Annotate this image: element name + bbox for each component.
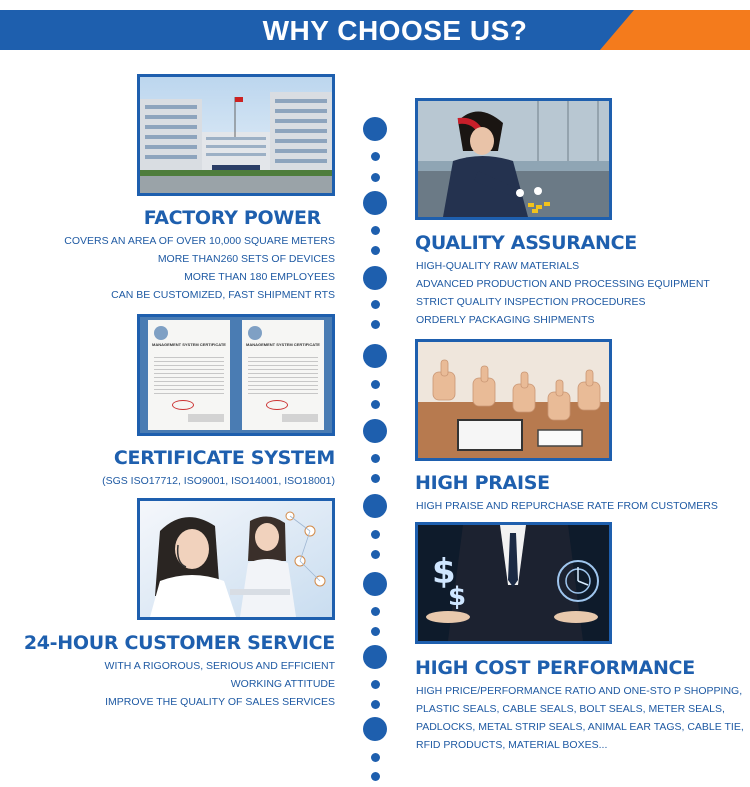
cost-performance-line: PLASTIC SEALS, CABLE SEALS, BOLT SEALS, METER SEALS, [416, 703, 725, 715]
praise-line: HIGH PRAISE AND REPURCHASE RATE FROM CUSTOMERS [416, 500, 718, 512]
quality-assurance-heading: QUALITY ASSURANCE [415, 232, 637, 254]
timeline-big-dot [363, 717, 387, 741]
svg-text:$: $ [448, 582, 467, 612]
factory-building-illustration [140, 77, 332, 193]
factory-power-heading: FACTORY POWER [143, 207, 321, 229]
high-praise-heading: HIGH PRAISE [415, 472, 550, 494]
timeline-big-dot [363, 266, 387, 290]
timeline-small-dot [371, 152, 380, 161]
cost-performance-line: RFID PRODUCTS, MATERIAL BOXES... [416, 739, 608, 751]
praise-photo [415, 339, 612, 461]
page-title: WHY CHOOSE US? [262, 15, 528, 46]
high-cost-performance-heading: HIGH COST PERFORMANCE [415, 657, 695, 679]
customer-service-line: IMPROVE THE QUALITY OF SALES SERVICES [105, 696, 335, 708]
certificate-footer [282, 414, 318, 422]
cost-performance-line: PADLOCKS, METAL STRIP SEALS, ANIMAL EAR TAGS, CABLE TIE, [416, 721, 744, 733]
certificate-signature [172, 400, 194, 410]
factory-line: CAN BE CUSTOMIZED, FAST SHIPMENT RTS [111, 289, 335, 301]
timeline-small-dot [371, 627, 380, 636]
certificate-text-lines [154, 354, 224, 394]
svg-text:$: $ [432, 552, 456, 592]
certificate-footer [188, 414, 224, 422]
timeline-small-dot [371, 173, 380, 182]
customer-service-heading: 24-HOUR CUSTOMER SERVICE [23, 632, 335, 654]
factory-line: MORE THAN 180 EMPLOYEES [184, 271, 335, 283]
timeline-small-dot [371, 454, 380, 463]
timeline-small-dot [371, 550, 380, 559]
cost-performance-line: HIGH PRICE/PERFORMANCE RATIO AND ONE-STO P SHOPPING, [416, 685, 743, 697]
header-banner [0, 10, 750, 50]
timeline-small-dot [371, 246, 380, 255]
certificate-header: MANAGEMENT SYSTEM CERTIFICATE [246, 342, 320, 347]
factory-photo [137, 74, 335, 196]
certificate-seal [248, 326, 262, 340]
quality-photo [415, 98, 612, 220]
certificate-system-heading: CERTIFICATE SYSTEM [113, 447, 335, 469]
timeline-small-dot [371, 474, 380, 483]
timeline-big-dot [363, 117, 387, 141]
timeline-big-dot [363, 419, 387, 443]
certificate-document [242, 320, 324, 430]
timeline-small-dot [371, 380, 380, 389]
timeline-big-dot [363, 344, 387, 368]
timeline-small-dot [371, 753, 380, 762]
timeline-small-dot [371, 226, 380, 235]
timeline-small-dot [371, 772, 380, 781]
timeline-big-dot [363, 191, 387, 215]
thumbs-up-illustration [418, 342, 609, 458]
businessman-illustration [418, 525, 609, 641]
quality-line: HIGH-QUALITY RAW MATERIALS [416, 260, 580, 272]
factory-line: COVERS AN AREA OF OVER 10,000 SQUARE METERS [64, 235, 335, 247]
quality-inspection-illustration [418, 101, 609, 217]
timeline-big-dot [363, 572, 387, 596]
timeline-small-dot [371, 530, 380, 539]
certificate-line: (SGS ISO17712, ISO9001, ISO14001, ISO18001) [102, 475, 335, 487]
certificate-seal [154, 326, 168, 340]
certificate-text-lines [248, 354, 318, 394]
certificate-photo [137, 314, 335, 436]
timeline-small-dot [371, 607, 380, 616]
customer-service-photo [137, 498, 335, 620]
certificate-header: MANAGEMENT SYSTEM CERTIFICATE [152, 342, 226, 347]
factory-line: MORE THAN260 SETS OF DEVICES [157, 253, 335, 265]
certificate-signature [266, 400, 288, 410]
customer-service-line: WORKING ATTITUDE [230, 678, 335, 690]
timeline-big-dot [363, 645, 387, 669]
timeline-small-dot [371, 300, 380, 309]
customer-service-line: WITH A RIGOROUS, SERIOUS AND EFFICIENT [104, 660, 335, 672]
timeline-small-dot [371, 320, 380, 329]
quality-line: ORDERLY PACKAGING SHIPMENTS [416, 314, 595, 326]
timeline-big-dot [363, 494, 387, 518]
timeline-small-dot [371, 680, 380, 689]
quality-line: ADVANCED PRODUCTION AND PROCESSING EQUIPMENT [416, 278, 710, 290]
cost-performance-photo [415, 522, 612, 644]
customer-service-illustration [140, 501, 332, 617]
certificate-document [148, 320, 230, 430]
timeline-small-dot [371, 700, 380, 709]
quality-line: STRICT QUALITY INSPECTION PROCEDURES [416, 296, 646, 308]
timeline-small-dot [371, 400, 380, 409]
